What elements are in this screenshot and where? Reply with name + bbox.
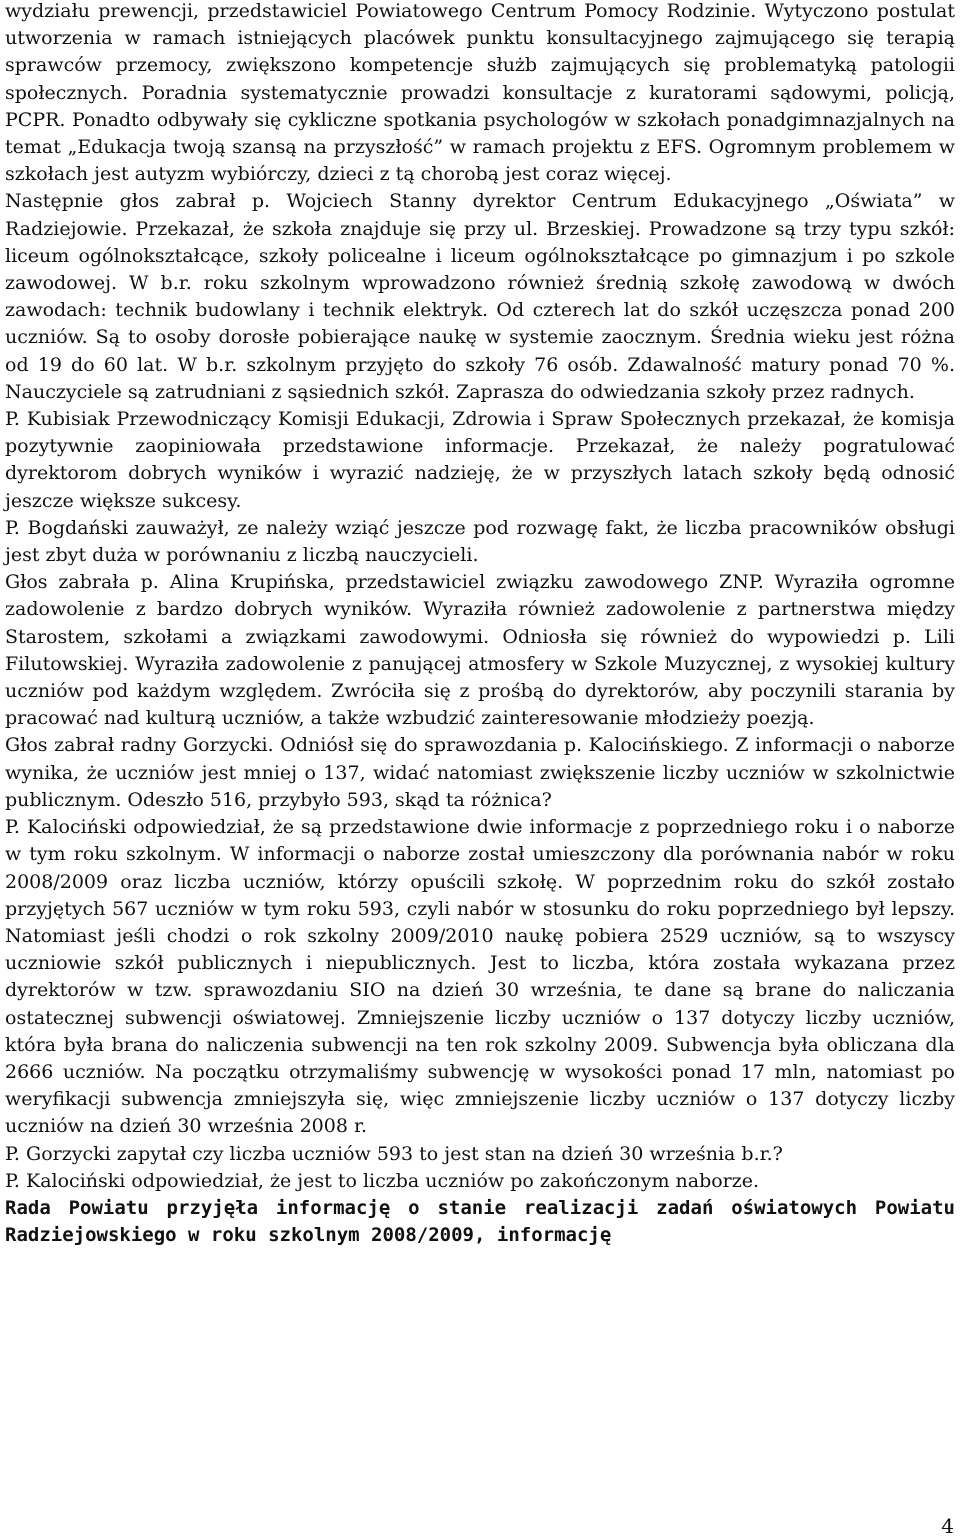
paragraph-krupinska: Głos zabrała p. Alina Krupińska, przedstawiciel związku zawodowego ZNP. Wyraziła ogromne zadowolenie z bardzo dobrych wyników. Wyraziła również zadowolenie z partnerstwa między Starostem, szkołami a związkami zawodowymi. Odniosła się również do wypowiedzi p. Lili Filutowskiej. Wyraziła zadowolenie z panującej atmosfery w Szkole Muzycznej, z wysokiej kultury uczniów pod każdym względem. Zwróciła się z prośbą do dyrektorów, aby poczynili starania by pracować nad kulturą uczniów, a także wzbudzić zainteresowanie młodzieży poezją. (5, 571, 955, 730)
document-body (5, 0, 955, 1249)
page-number: 4 (941, 1514, 954, 1538)
resolution-paragraph: Rada Powiatu przyjęła informację o stanie realizacji zadań oświatowych Powiatu Radziejowskiego w roku szkolnym 2008/2009, informację (5, 1196, 955, 1247)
paragraph-gorzycki: Głos zabrał radny Gorzycki. Odniósł się do sprawozdania p. Kalocińskiego. Z informacji o naborze wynika, że uczniów jest mniej o 137, widać natomiast zwiększenie liczby uczniów w szkolnictwie publicznym. Odeszło 516, przybyło 593, skąd ta różnica? (5, 734, 955, 811)
paragraph-stanny: Następnie głos zabrał p. Wojciech Stanny dyrektor Centrum Edukacyjnego „Oświata” w Radziejowie. Przekazał, że szkoła znajduje się przy ul. Brzeskiej. Prowadzone są trzy typu szkół: liceum ogólnokształcące, szkoły policealne i liceum ogólnokształcące po gimnazjum i po szkole zawodowej. W b.r. roku szkolnym wprowadzono również średnią szkołę zawodową w dwóch zawodach: technik budowlany i technik elektryk. Od czterech lat do szkół uczęszcza ponad 200 uczniów. Są to osoby dorosłe pobierające naukę w systemie zaocznym. Średnia wieku jest różna od 19 do 60 lat. W b.r. szkolnym przyjęto do szkoły 76 osób. Zdawalność matury ponad 70 %. Nauczyciele są zatrudniani z sąsiednich szkół. Zaprasza do odwiedzania szkoły przez radnych. (5, 190, 955, 403)
paragraph-kalocinski-reply: P. Kalociński odpowiedział, że jest to liczba uczniów po zakończonym naborze. (5, 1169, 760, 1192)
paragraph-prevention: wydziału prewencji, przedstawiciel Powiatowego Centrum Pomocy Rodzinie. Wytyczono postulat utworzenia w ramach istniejących placówek punktu konsultacyjnego zajmującego się terapią sprawców przemocy, zwiększono kompetencje służb zajmujących się problematyką patologii społecznych. Poradnia systematycznie prowadzi konsultacje z kuratorami sądowymi, policją, PCPR. Ponadto odbywały się cykliczne spotkania psychologów w szkołach ponadgimnazjalnych na temat „Edukacja twoją szansą na przyszłość” w ramach projektu z EFS. Ogromnym problemem w szkołach jest autyzm wybiórczy, dzieci z tą chorobą jest coraz więcej. (5, 0, 955, 186)
paragraph-kubisiak: P. Kubisiak Przewodniczący Komisji Edukacji, Zdrowia i Spraw Społecznych przekazał, że komisja pozytywnie zaopiniowała przedstawione informacje. Przekazał, że należy pogratulować dyrektorom dobrych wyników i wyrazić nadzieję, że w przyszłych latach szkoły będą odnosić jeszcze większe sukcesy. (5, 408, 955, 512)
paragraph-kalocinski-answer: P. Kalociński odpowiedział, że są przedstawione dwie informacje z poprzedniego roku i o naborze w tym roku szkolnym. W informacji o naborze został umieszczony dla porównania nabór w roku 2008/2009 oraz liczba uczniów, którzy opuścili szkołę. W poprzednim roku do szkół zostało przyjętych 567 uczniów w tym roku 593, czyli nabór w stosunku do roku poprzedniego był lepszy. Natomiast jeśli chodzi o rok szkolny 2009/2010 naukę pobiera 2529 uczniów, są to wszyscy uczniowie szkół publicznych i niepublicznych. Jest to liczba, która została wykazana przez dyrektorów w tzw. sprawozdaniu SIO na dzień 30 września, te dane są brane do naliczania ostatecznej subwencji oświatowej. Zmniejszenie liczby uczniów o 137 dotyczy liczby uczniów, która była brana do naliczenia subwencji na ten rok szkolny 2009. Subwencja była obliczana dla 2666 uczniów. Na początku otrzymaliśmy subwencję w wysokości ponad 17 mln, natomiast po weryfikacji subwencja zmniejszyła się, więc zmniejszenie liczby uczniów o 137 dotyczy liczby uczniów na dzień 30 września 2008 r. (5, 816, 955, 1138)
paragraph-gorzycki-question: P. Gorzycki zapytał czy liczba uczniów 593 to jest stan na dzień 30 września b.r.? (5, 1142, 783, 1165)
paragraph-bogdanski: P. Bogdański zauważył, ze należy wziąć jeszcze pod rozwagę fakt, że liczba pracowników obsługi jest zbyt duża w porównaniu z liczbą nauczycieli. (5, 516, 955, 567)
